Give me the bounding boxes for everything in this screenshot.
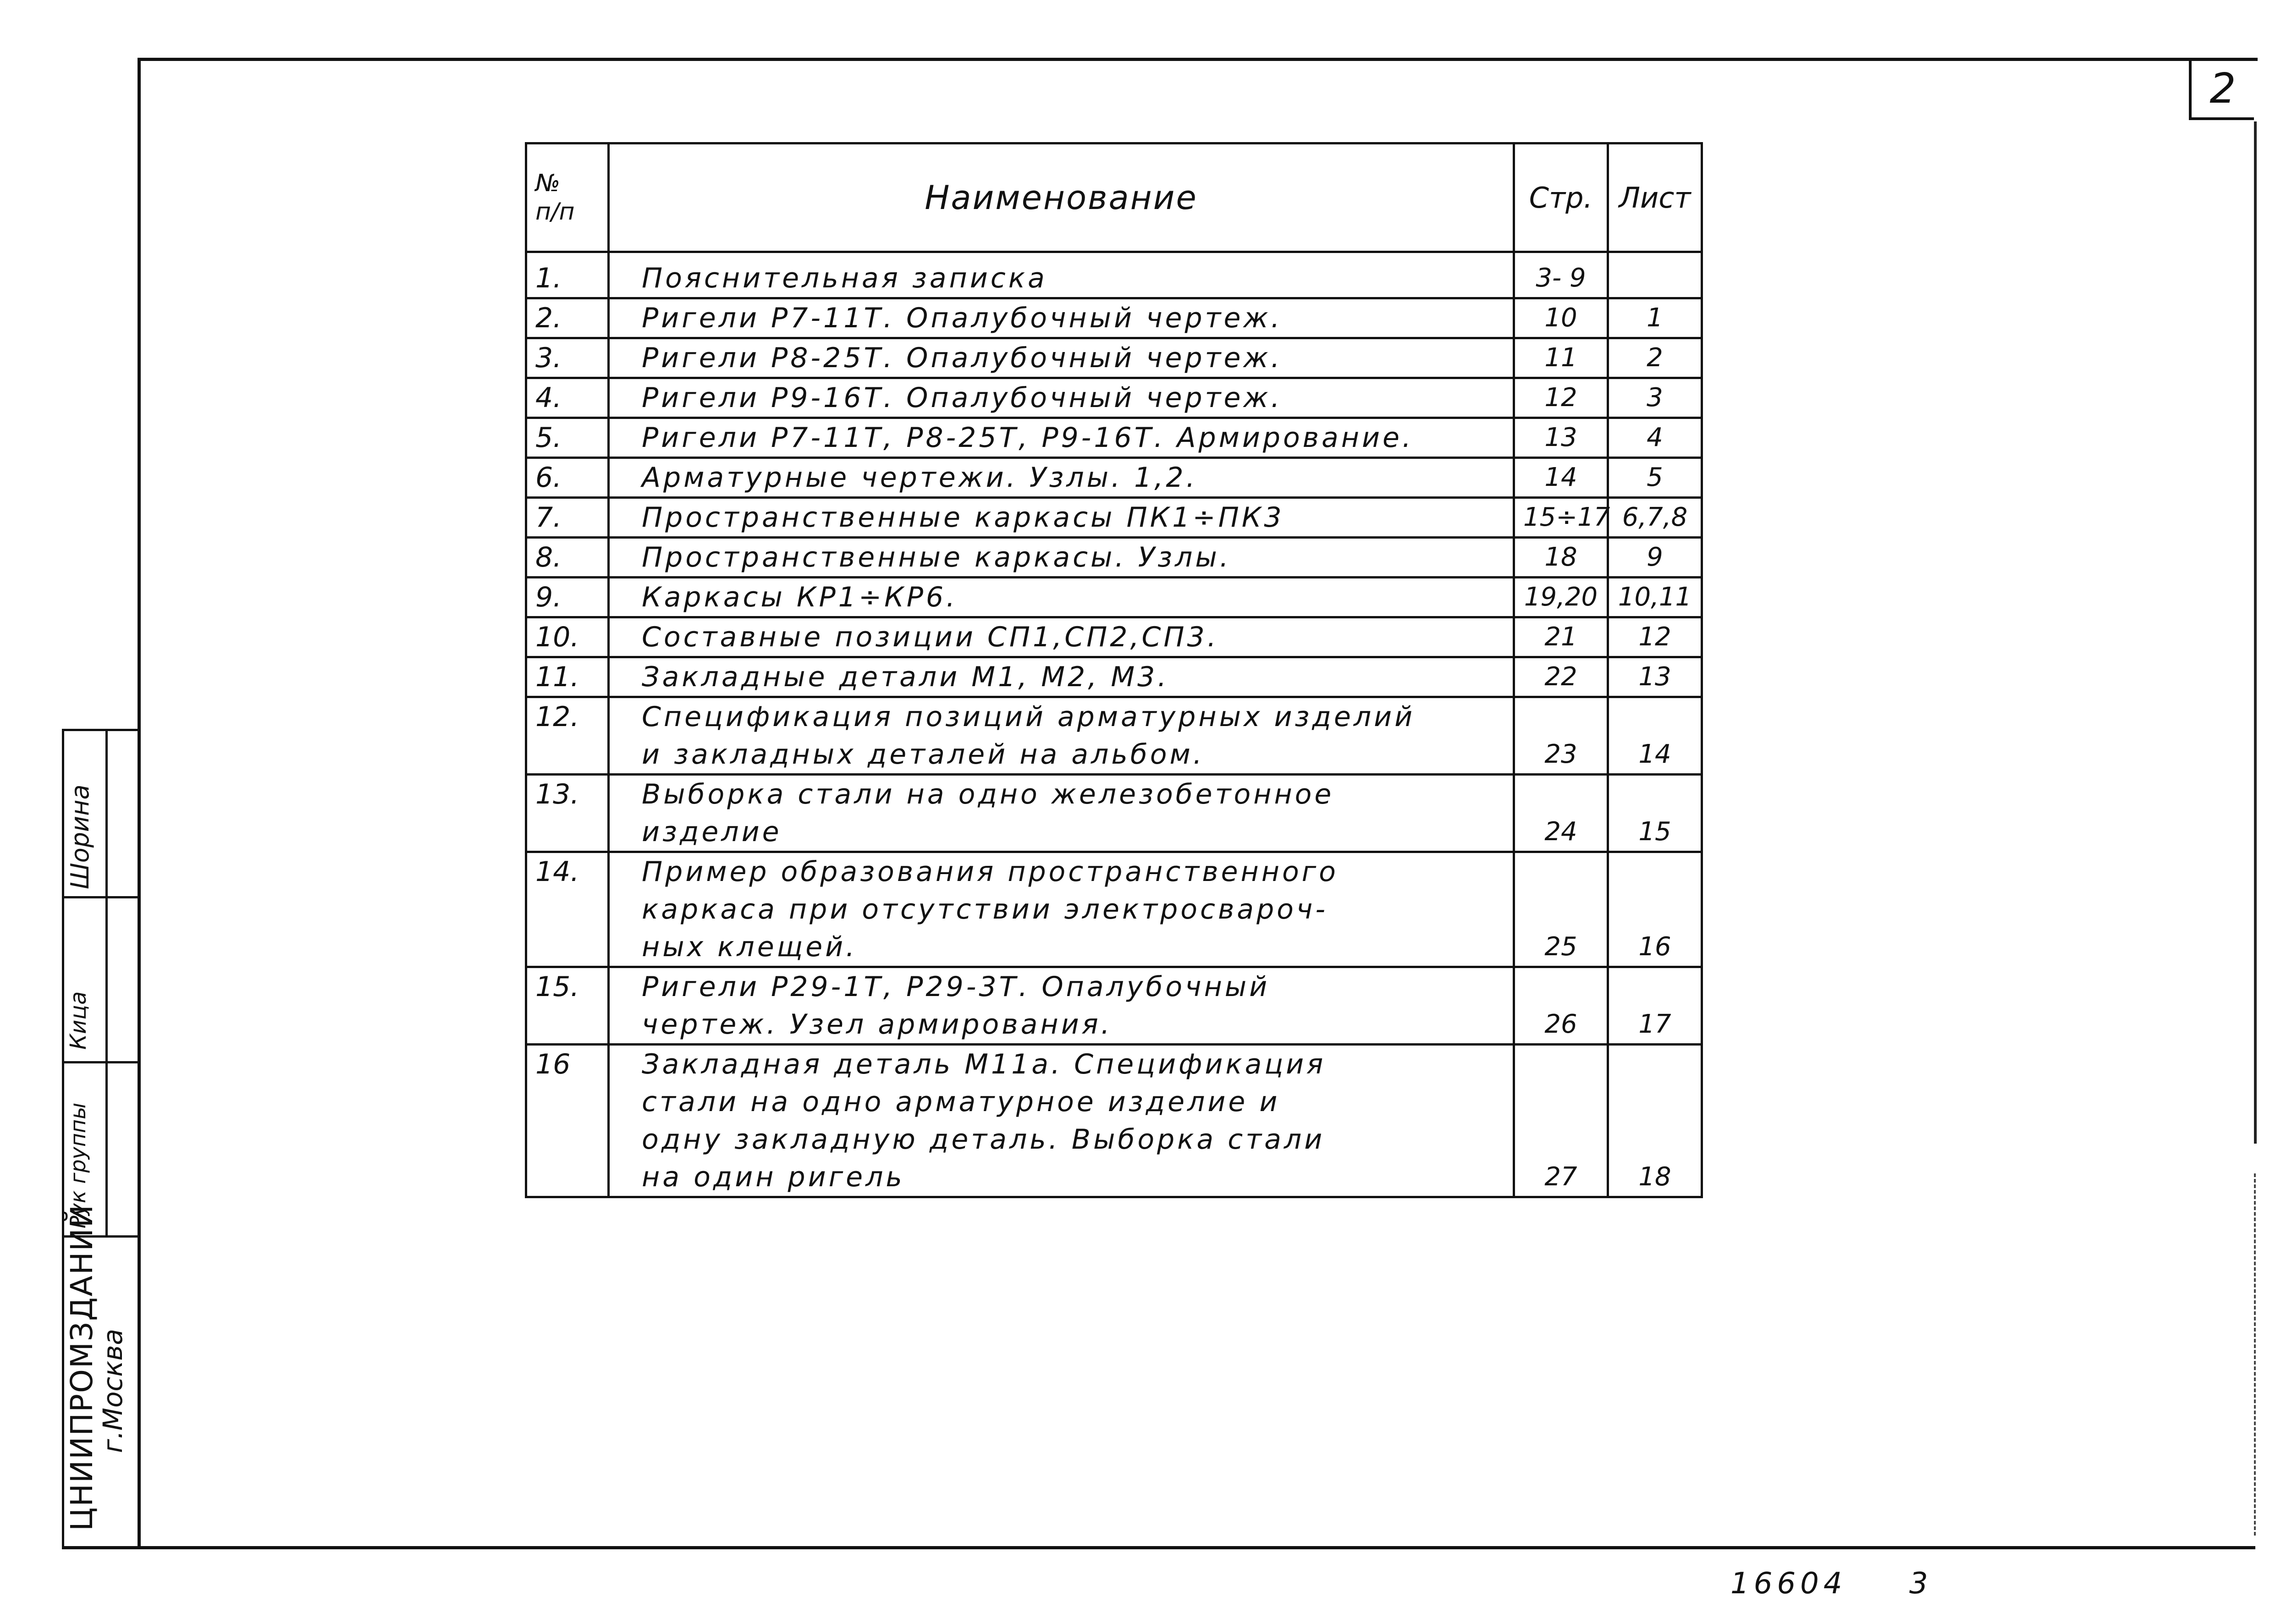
table-row bbox=[526, 538, 1702, 578]
table-row bbox=[526, 967, 1702, 1045]
row-sheet: 17 bbox=[1608, 967, 1702, 1045]
contents-table bbox=[525, 142, 1703, 1198]
row-name: Спецификация позиций арматурных изделий и закладных деталей на альбом. bbox=[609, 697, 1514, 775]
row-name: Ригели Р7-11Т. Опалубочный чертеж. bbox=[609, 298, 1514, 338]
row-number: 1. bbox=[526, 252, 609, 298]
contents-body bbox=[526, 252, 1702, 1197]
row-name: Ригели Р9-16Т. Опалубочный чертеж. bbox=[609, 378, 1514, 418]
footer-page-number: 3 bbox=[1909, 1567, 1928, 1601]
row-page: 27 bbox=[1514, 1045, 1608, 1197]
header-number: № п/п bbox=[526, 143, 609, 252]
row-name: Пространственные каркасы ПК1÷ПК3 bbox=[609, 498, 1514, 538]
row-sheet: 16 bbox=[1608, 852, 1702, 967]
row-number: 15. bbox=[526, 967, 609, 1045]
stamp-divider bbox=[64, 1061, 140, 1063]
row-name: Ригели Р8-25Т. Опалубочный чертеж. bbox=[609, 338, 1514, 378]
row-sheet: 18 bbox=[1608, 1045, 1702, 1197]
table-row bbox=[526, 498, 1702, 538]
row-sheet: 4 bbox=[1608, 418, 1702, 458]
table-row bbox=[526, 657, 1702, 697]
row-page: 21 bbox=[1514, 617, 1608, 657]
table-row bbox=[526, 458, 1702, 498]
header-sheet: Лист bbox=[1608, 143, 1702, 252]
stamp-name: Шорина bbox=[66, 784, 94, 889]
row-number: 11. bbox=[526, 657, 609, 697]
frame-right-border-lower bbox=[2254, 1173, 2256, 1536]
row-page: 15÷17 bbox=[1514, 498, 1608, 538]
row-number: 14. bbox=[526, 852, 609, 967]
stamp-role: Рук группы bbox=[66, 1102, 90, 1228]
frame-top-border bbox=[138, 58, 2258, 61]
row-number: 5. bbox=[526, 418, 609, 458]
row-name: Пояснительная записка bbox=[609, 252, 1514, 298]
stamp-signature: Кица bbox=[66, 991, 91, 1050]
row-page: 18 bbox=[1514, 538, 1608, 578]
row-number: 8. bbox=[526, 538, 609, 578]
row-name: Каркасы КР1÷КР6. bbox=[609, 578, 1514, 617]
row-name: Пространственные каркасы. Узлы. bbox=[609, 538, 1514, 578]
row-number: 16 bbox=[526, 1045, 609, 1197]
table-row bbox=[526, 617, 1702, 657]
row-page: 26 bbox=[1514, 967, 1608, 1045]
row-page: 3- 9 bbox=[1514, 252, 1608, 298]
row-name: Составные позиции СП1,СП2,СП3. bbox=[609, 617, 1514, 657]
row-page: 12 bbox=[1514, 378, 1608, 418]
table-row bbox=[526, 578, 1702, 617]
frame-right-border bbox=[2254, 121, 2257, 1144]
sheet-number: 2 bbox=[2209, 64, 2236, 113]
sheet-number-box bbox=[2189, 60, 2254, 120]
row-sheet: 3 bbox=[1608, 378, 1702, 418]
row-page: 10 bbox=[1514, 298, 1608, 338]
table-row bbox=[526, 298, 1702, 338]
header-name: Наименование bbox=[609, 143, 1514, 252]
header-page: Стр. bbox=[1514, 143, 1608, 252]
contents-header-row bbox=[526, 143, 1702, 252]
row-sheet: 10,11 bbox=[1608, 578, 1702, 617]
row-number: 4. bbox=[526, 378, 609, 418]
row-number: 9. bbox=[526, 578, 609, 617]
row-page: 13 bbox=[1514, 418, 1608, 458]
table-row bbox=[526, 697, 1702, 775]
row-sheet: 2 bbox=[1608, 338, 1702, 378]
row-page: 19,20 bbox=[1514, 578, 1608, 617]
row-number: 2. bbox=[526, 298, 609, 338]
row-name: Закладные детали М1, М2, М3. bbox=[609, 657, 1514, 697]
row-page: 25 bbox=[1514, 852, 1608, 967]
row-sheet: 14 bbox=[1608, 697, 1702, 775]
row-page: 22 bbox=[1514, 657, 1608, 697]
row-sheet: 13 bbox=[1608, 657, 1702, 697]
row-sheet: 9 bbox=[1608, 538, 1702, 578]
stamp-organization: ЦНИИПРОМЗДАНИЙ bbox=[64, 1204, 99, 1531]
row-page: 11 bbox=[1514, 338, 1608, 378]
row-number: 10. bbox=[526, 617, 609, 657]
table-row bbox=[526, 338, 1702, 378]
row-sheet: 5 bbox=[1608, 458, 1702, 498]
row-name: Пример образования пространственного каркаса при отсутствии электросвароч- ных клещей. bbox=[609, 852, 1514, 967]
table-row bbox=[526, 418, 1702, 458]
row-sheet: 15 bbox=[1608, 775, 1702, 852]
row-name: Арматурные чертежи. Узлы. 1,2. bbox=[609, 458, 1514, 498]
row-name: Ригели Р29-1Т, Р29-3Т. Опалубочный чертеж. Узел армирования. bbox=[609, 967, 1514, 1045]
row-number: 12. bbox=[526, 697, 609, 775]
row-sheet: 1 bbox=[1608, 298, 1702, 338]
row-number: 7. bbox=[526, 498, 609, 538]
row-sheet: 6,7,8 bbox=[1608, 498, 1702, 538]
row-number: 6. bbox=[526, 458, 609, 498]
frame-bottom-border bbox=[62, 1546, 2255, 1549]
stamp-divider bbox=[64, 896, 140, 898]
table-row bbox=[526, 252, 1702, 298]
table-row bbox=[526, 378, 1702, 418]
table-row bbox=[526, 852, 1702, 967]
row-page: 14 bbox=[1514, 458, 1608, 498]
frame-left-border bbox=[138, 58, 141, 1547]
row-name: Выборка стали на одно железобетонное изделие bbox=[609, 775, 1514, 852]
row-sheet bbox=[1608, 252, 1702, 298]
document-number: 16604 bbox=[1730, 1567, 1847, 1601]
row-number: 3. bbox=[526, 338, 609, 378]
table-row bbox=[526, 1045, 1702, 1197]
row-sheet: 12 bbox=[1608, 617, 1702, 657]
stamp-divider-vertical bbox=[105, 731, 108, 1235]
row-page: 24 bbox=[1514, 775, 1608, 852]
table-row bbox=[526, 775, 1702, 852]
row-page: 23 bbox=[1514, 697, 1608, 775]
row-name: Ригели Р7-11Т, Р8-25Т, Р9-16Т. Армирование. bbox=[609, 418, 1514, 458]
stamp-city: г.Москва bbox=[97, 1328, 128, 1453]
row-name: Закладная деталь М11а. Спецификация стали на одно арматурное изделие и одну закладную деталь. Выборка стали на один ригель bbox=[609, 1045, 1514, 1197]
row-number: 13. bbox=[526, 775, 609, 852]
